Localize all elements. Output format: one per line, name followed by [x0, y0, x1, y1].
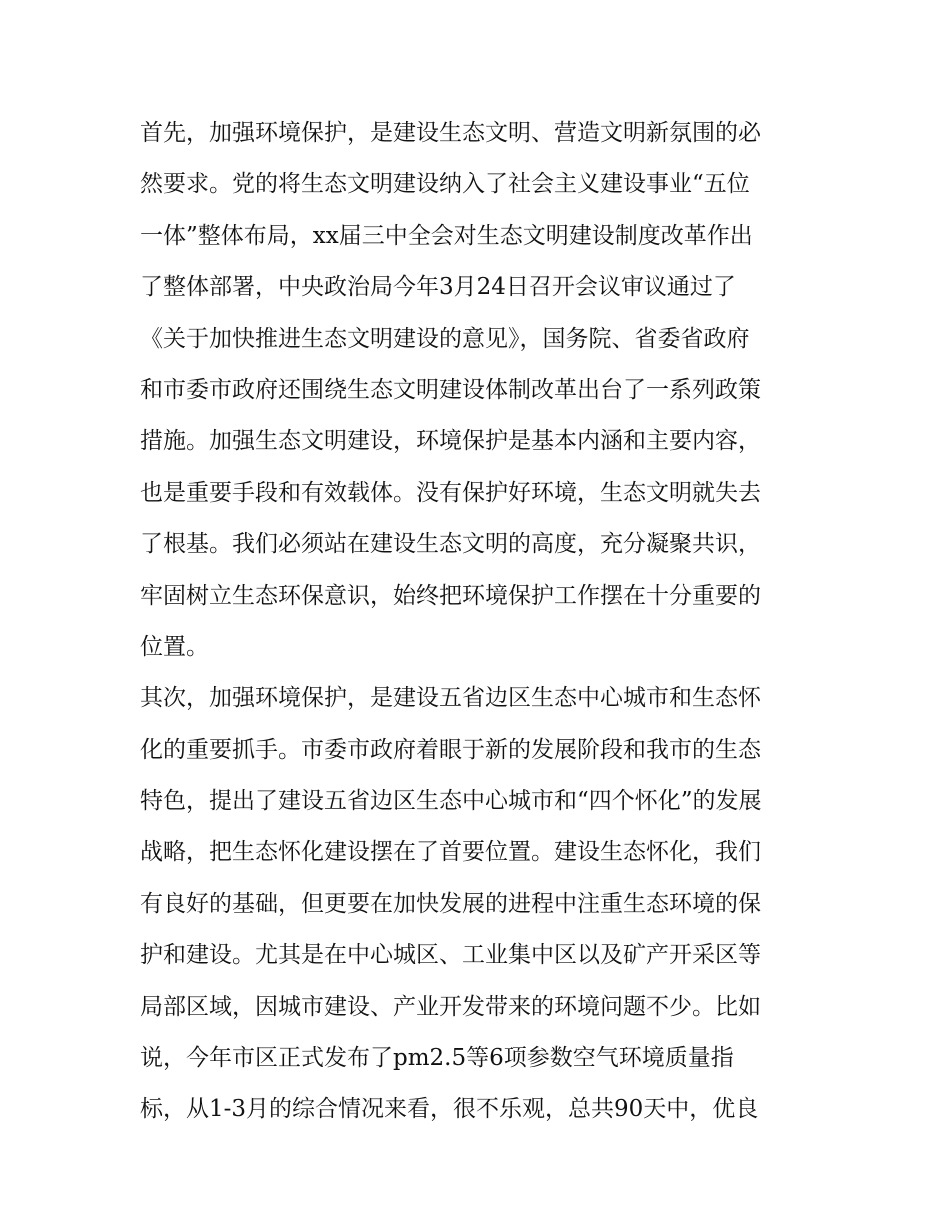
- text-line: 一体”整体布局，xx届三中全会对生态文明建设制度改革作出: [140, 222, 753, 249]
- text-line: 牢固树立生态环保意识，始终把环境保护工作摆在十分重要的: [140, 582, 761, 609]
- text-line: 化的重要抓手。市委市政府着眼于新的发展阶段和我市的生态: [140, 736, 761, 763]
- text-line: 《关于加快推进生态文明建设的意见》，国务院、省委省政府: [140, 325, 750, 352]
- text-line: 了根基。我们必须站在建设生态文明的高度，充分凝聚共识，: [140, 531, 761, 558]
- document-body: [140, 108, 820, 1136]
- text-line: 措施。加强生态文明建设，环境保护是基本内涵和主要内容，: [140, 428, 761, 455]
- text-line: 也是重要手段和有效载体。没有保护好环境，生态文明就失去: [140, 479, 761, 506]
- text-line: 护和建设。尤其是在中心城区、工业集中区以及矿产开采区等: [140, 942, 761, 969]
- text-line: 说，今年市区正式发布了pm2.5等6项参数空气环境质量指: [140, 1045, 734, 1072]
- text-line: 和市委市政府还围绕生态文明建设体制改革出台了一系列政策: [140, 376, 761, 403]
- text-line: 局部区域，因城市建设、产业开发带来的环境问题不少。比如: [140, 993, 761, 1020]
- text-line: 特色，提出了建设五省边区生态中心城市和“四个怀化”的发展: [140, 788, 762, 815]
- text-line: 首先，加强环境保护，是建设生态文明、营造文明新氛围的必: [140, 120, 761, 146]
- paragraph-1: [140, 108, 820, 673]
- text-line: 了整体部署，中央政治局今年3月24日召开会议审议通过了: [140, 274, 736, 301]
- text-line: 位置。: [140, 633, 209, 660]
- text-line: 战略，把生态怀化建设摆在了首要位置。建设生态怀化，我们: [140, 839, 761, 866]
- text-line: 标，从1-3月的综合情况来看，很不乐观，总共90天中，优良: [140, 1096, 759, 1123]
- text-line: 然要求。党的将生态文明建设纳入了社会主义建设事业“五位: [140, 171, 750, 198]
- paragraph-2: [140, 673, 820, 1136]
- text-line: 有良好的基础，但更要在加快发展的进程中注重生态环境的保: [140, 890, 761, 917]
- text-line: 其次，加强环境保护，是建设五省边区生态中心城市和生态怀: [140, 685, 761, 712]
